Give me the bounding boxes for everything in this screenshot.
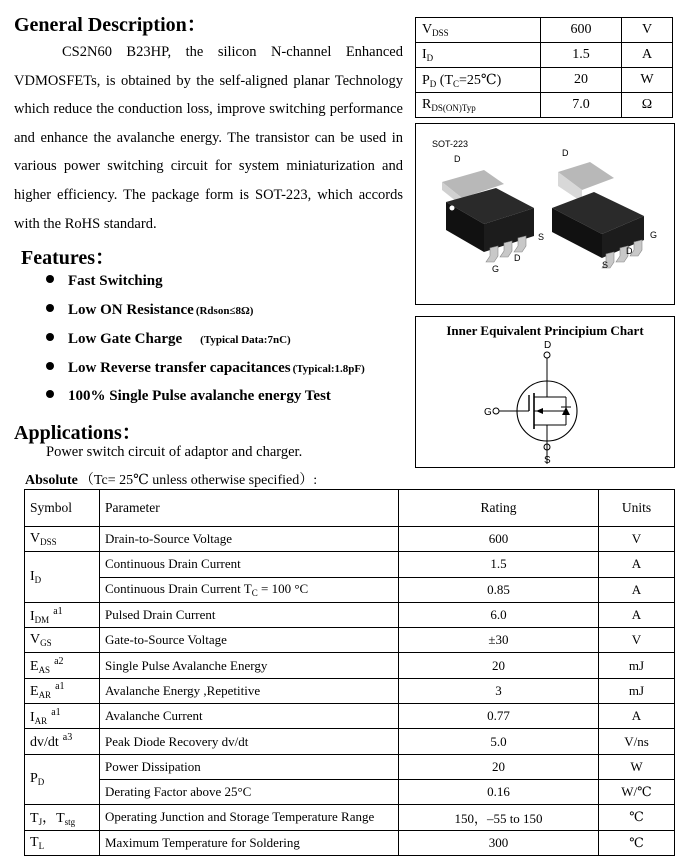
bullet-icon (46, 333, 54, 341)
spec-value: 600 (541, 18, 622, 43)
package-drawing (416, 124, 674, 304)
row-rating: 150，–55 to 150 (399, 805, 599, 830)
row-rating: 20 (399, 754, 599, 779)
spec-row (416, 93, 673, 118)
row-parameter: Single Pulse Avalanche Energy (100, 653, 399, 678)
row-unit: A (599, 602, 675, 627)
table-row (25, 830, 675, 855)
spec-symbol: $I_D$ (416, 43, 541, 68)
package-label: SOT-223 (432, 139, 469, 149)
row-rating: 5.0 (399, 729, 599, 754)
row-unit: ℃ (599, 830, 675, 855)
table-row (25, 704, 675, 729)
row-unit: ℃ (599, 805, 675, 830)
absolute-title-line (25, 469, 317, 489)
pin-label-s-right: S (602, 260, 609, 270)
row-parameter: Maximum Temperature for Soldering (100, 830, 399, 855)
bullet-icon (46, 304, 54, 312)
applications-text: Power switch circuit of adaptor and charger. (46, 444, 303, 460)
row-symbol: $V_{DSS}$ (25, 527, 100, 552)
applications-heading: Applications： (14, 422, 142, 444)
feature-item: Low ON Resistance (Rdson≤8Ω) (46, 302, 253, 319)
row-rating: 3 (399, 678, 599, 703)
mosfet-symbol (416, 339, 674, 466)
spec-unit: A (622, 43, 673, 68)
feature-item: Low Reverse transfer capacitances (Typical:1.8pF) (46, 360, 365, 377)
spec-unit: V (622, 18, 673, 43)
table-row (25, 628, 675, 653)
package-image (415, 123, 675, 305)
spec-row (416, 43, 673, 68)
row-parameter: Drain-to-Source Voltage (100, 527, 399, 552)
spec-row (416, 68, 673, 93)
header-parameter: Parameter (100, 490, 399, 527)
header-rating: Rating (399, 490, 599, 527)
pin-label-g-right: G (650, 230, 658, 240)
row-unit: A (599, 552, 675, 577)
absolute-condition: （Tc= 25℃ unless otherwise specified）: (79, 473, 318, 488)
row-symbol: $E_{AS}^{a2}$ (25, 653, 100, 678)
table-row (25, 805, 675, 830)
spec-unit: Ω (622, 93, 673, 118)
row-symbol: $V_{GS}$ (25, 628, 100, 653)
row-parameter: Gate-to-Source Voltage (100, 628, 399, 653)
row-rating: 6.0 (399, 602, 599, 627)
row-rating: 600 (399, 527, 599, 552)
chart-g-label: G (484, 407, 492, 418)
row-unit: mJ (599, 678, 675, 703)
chart-title: Inner Equivalent Principium Chart (446, 323, 644, 338)
spec-value: 7.0 (541, 93, 622, 118)
row-rating: 300 (399, 830, 599, 855)
pin-label-g-left: G (492, 264, 500, 274)
spec-value: 1.5 (541, 43, 622, 68)
row-rating: 0.77 (399, 704, 599, 729)
row-rating: 1.5 (399, 552, 599, 577)
spec-symbol: $V_{DSS}$ (416, 18, 541, 43)
spec-row (416, 18, 673, 43)
pin-label-d-top-right: D (562, 148, 569, 158)
pin-label-d-top-left: D (454, 154, 461, 164)
row-parameter: Derating Factor above 25°C (100, 779, 399, 804)
row-rating: 0.85 (399, 577, 599, 602)
row-unit: V (599, 628, 675, 653)
row-symbol: $I_{AR}^{a1}$ (25, 704, 100, 729)
spec-unit: W (622, 68, 673, 93)
absolute-title: Absolute (25, 473, 78, 488)
table-row (25, 653, 675, 678)
chart-s-label: S (544, 455, 551, 466)
bullet-icon (46, 362, 54, 370)
row-symbol: $E_{AR}^{a1}$ (25, 678, 100, 703)
bullet-icon (46, 275, 54, 283)
row-symbol: $T_L$ (25, 830, 100, 855)
pin-label-d-right: D (626, 246, 633, 256)
header-units: Units (599, 490, 675, 527)
package-left (442, 170, 534, 262)
feature-item: 100% Single Pulse avalanche energy Test (46, 388, 331, 405)
row-rating: 0.16 (399, 779, 599, 804)
general-heading: General Description： (14, 14, 207, 36)
row-unit: W (599, 754, 675, 779)
spec-table (415, 17, 673, 118)
row-parameter: Pulsed Drain Current (100, 602, 399, 627)
row-unit: V/ns (599, 729, 675, 754)
row-symbol: $P_D$ (25, 754, 100, 805)
row-unit: A (599, 704, 675, 729)
feature-item: Fast Switching (46, 273, 163, 290)
table-row (25, 527, 675, 552)
table-row (25, 602, 675, 627)
row-parameter: Continuous Drain Current (100, 552, 399, 577)
row-symbol: $I_D$ (25, 552, 100, 603)
row-rating: ±30 (399, 628, 599, 653)
feature-item: Low Gate Charge (Typical Data:7nC) (46, 331, 291, 348)
spec-symbol: $R_{DS(ON)Typ}$ (416, 93, 541, 118)
spec-symbol: $P_D$ $(T_C=25℃)$ (416, 68, 541, 93)
pin-label-s-left: S (538, 232, 545, 242)
table-row (25, 779, 675, 804)
row-parameter: Operating Junction and Storage Temperature Range (100, 805, 399, 830)
pin-label-d-left: D (514, 253, 521, 263)
row-rating: 20 (399, 653, 599, 678)
absolute-ratings-table (24, 489, 675, 856)
row-symbol: dv/dt $^{a3}$ (25, 729, 100, 754)
spec-value: 20 (541, 68, 622, 93)
features-heading: Features： (21, 247, 116, 269)
row-unit: V (599, 527, 675, 552)
table-row (25, 678, 675, 703)
row-parameter: Avalanche Current (100, 704, 399, 729)
row-parameter: Peak Diode Recovery dv/dt (100, 729, 399, 754)
table-row (25, 729, 675, 754)
chart-d-label: D (544, 340, 552, 351)
row-unit: mJ (599, 653, 675, 678)
equivalent-chart (415, 316, 675, 468)
row-unit: A (599, 577, 675, 602)
row-unit: W/℃ (599, 779, 675, 804)
row-symbol: $I_{DM}^{a1}$ (25, 602, 100, 627)
row-parameter: Power Dissipation (100, 754, 399, 779)
bullet-icon (46, 390, 54, 398)
table-row (25, 754, 675, 779)
row-parameter: Continuous Drain Current $T_C = 100$ °C (100, 577, 399, 602)
header-symbol: Symbol (25, 490, 100, 527)
row-parameter: Avalanche Energy ,Repetitive (100, 678, 399, 703)
general-text: CS2N60 B23HP, the silicon N-channel Enhanced VDMOSFETs, is obtained by the self-aligned planar Technology which reduce the conduction loss, improve switching performance and enhance the avalanche energy. The transistor can be used in various power switching circuit for system miniaturization and higher efficiency. The package form is SOT-223, which accords with the RoHS standard. (14, 44, 403, 232)
general-description (14, 38, 403, 238)
table-row (25, 552, 675, 577)
table-row (25, 577, 675, 602)
table-header-row (25, 490, 675, 527)
row-symbol: $T_J$，$T_{stg}$ (25, 805, 100, 830)
